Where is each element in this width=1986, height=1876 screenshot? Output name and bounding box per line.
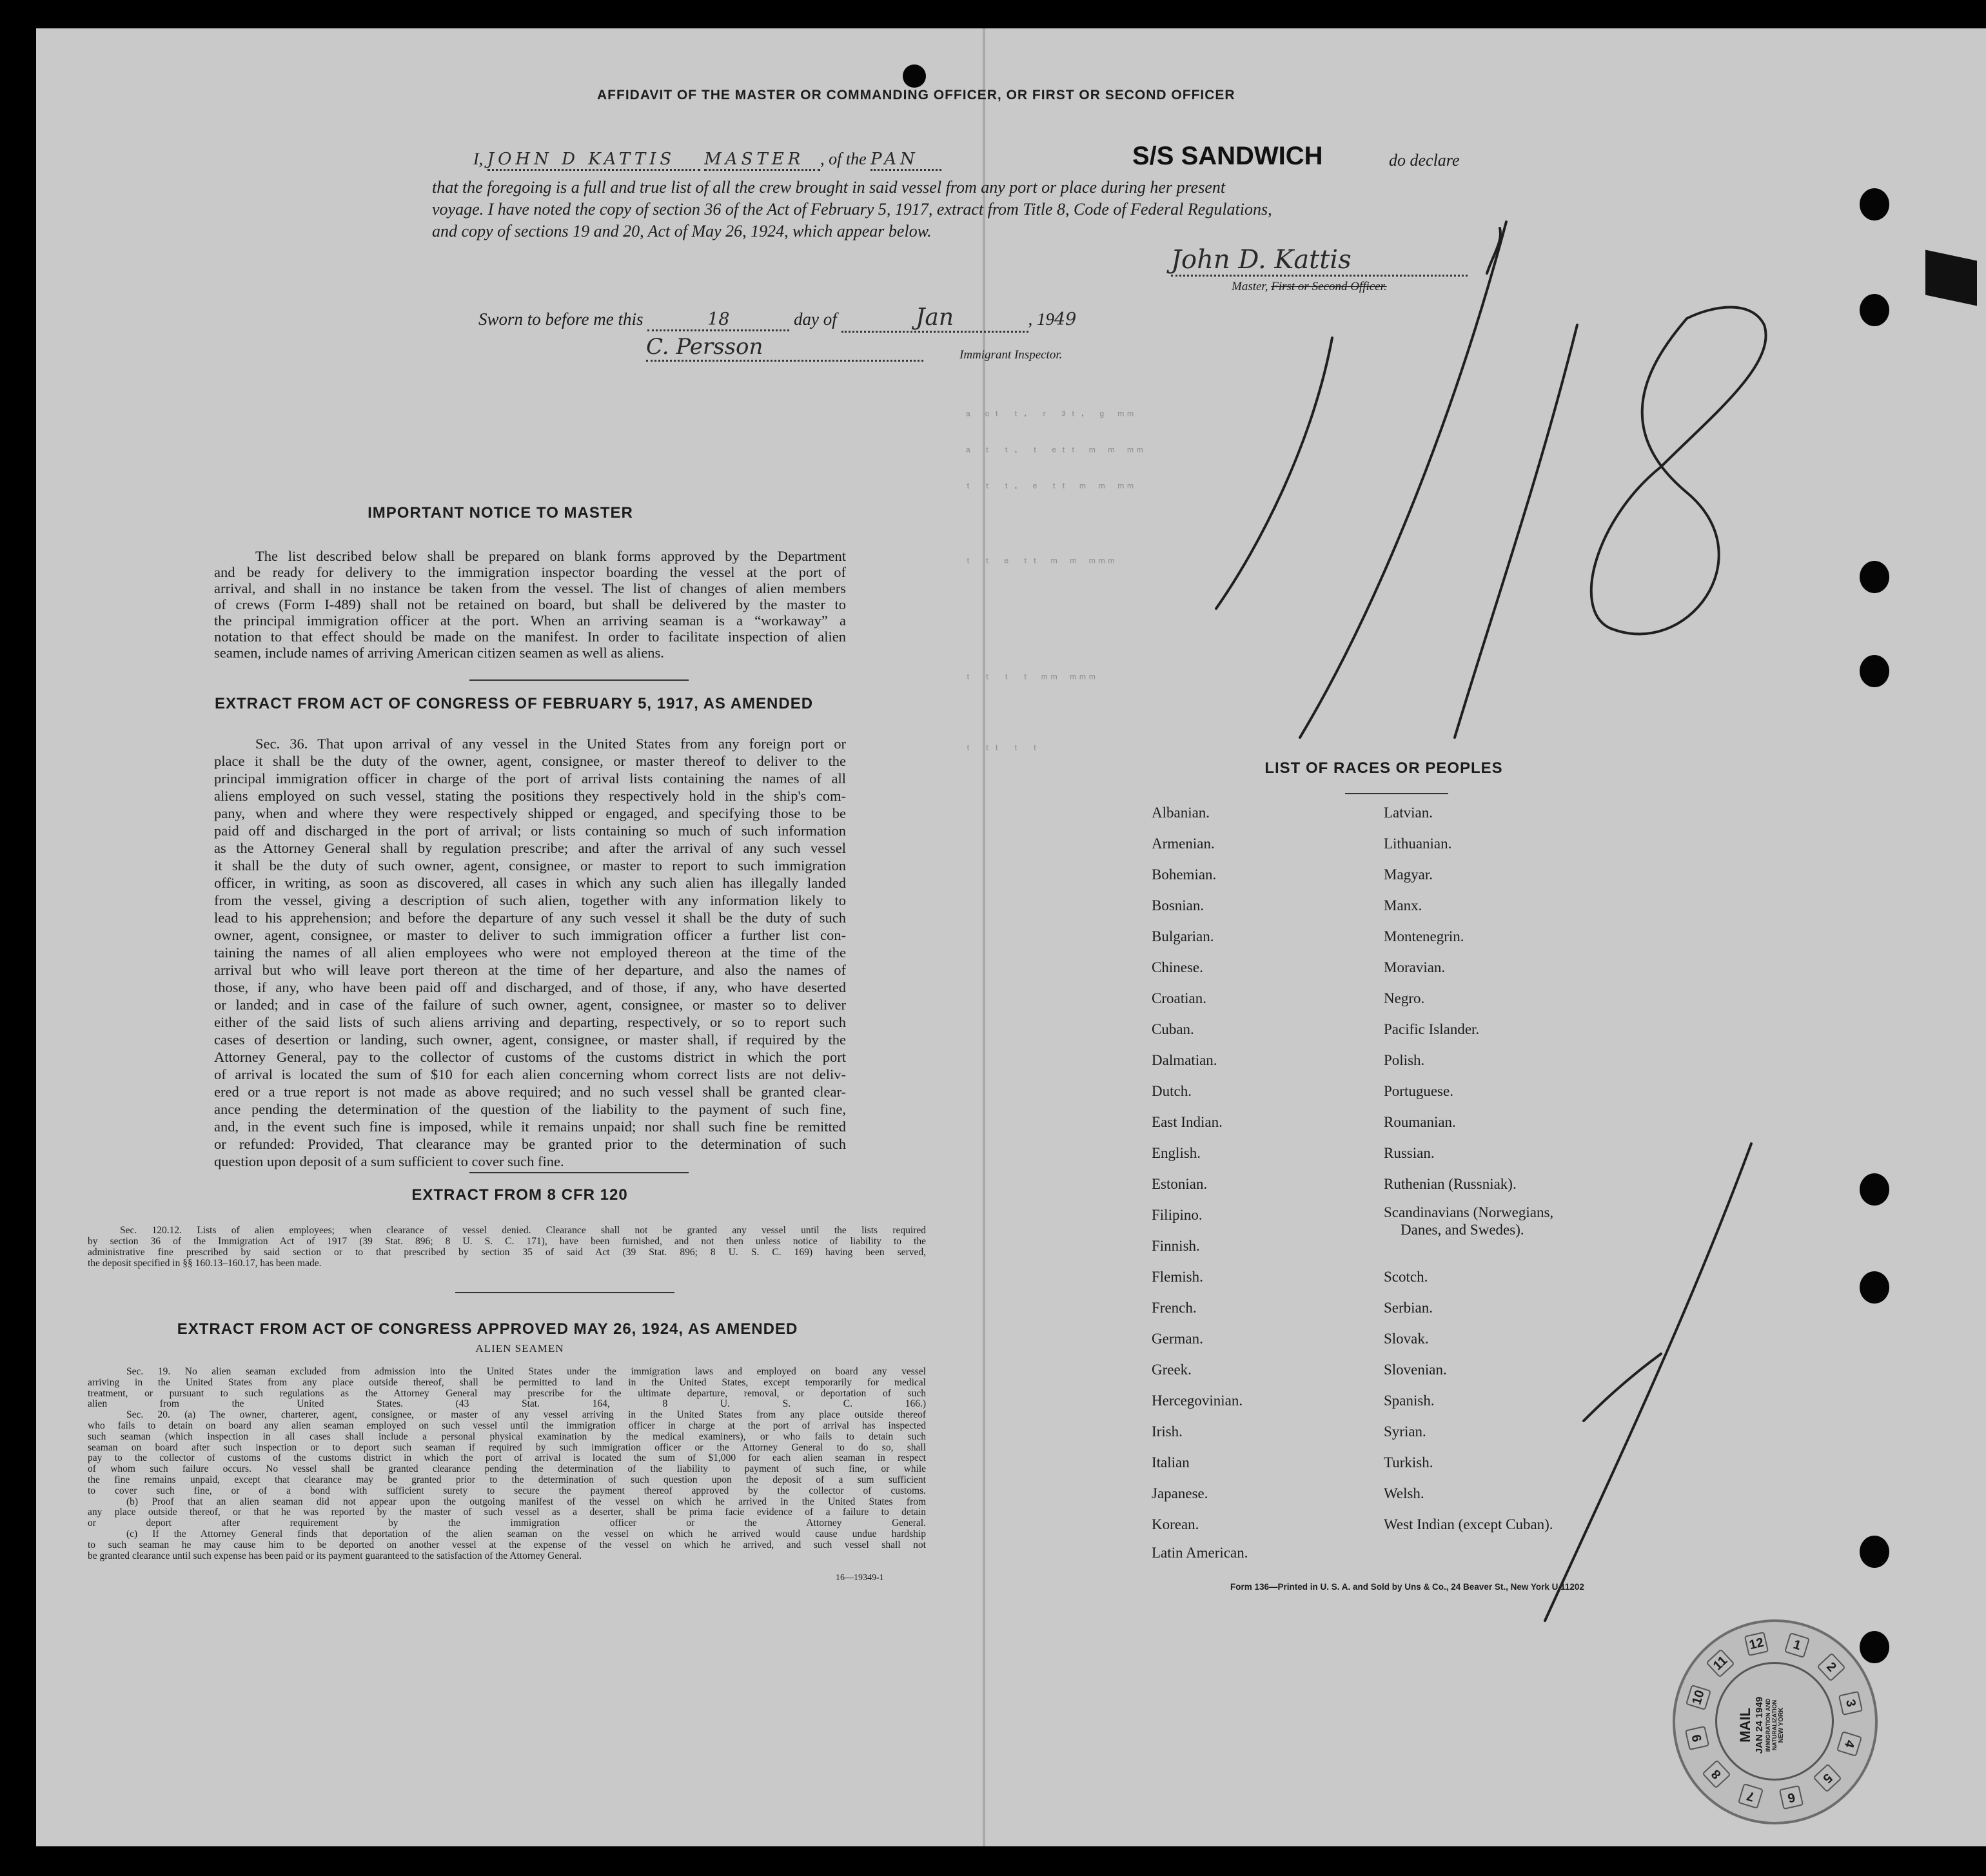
- text-line: from the vessel, giving a description of such alien, together with any information likely to: [214, 892, 846, 908]
- pencil-stroke-3: [1455, 325, 1577, 738]
- race-item: French.: [1152, 1300, 1197, 1316]
- race-item: Latvian.: [1384, 805, 1433, 821]
- text-line: as the Attorney General shall by regulation prescribe; and after the arrival of any such vessel: [214, 840, 846, 856]
- text-line: ered or a true report is not made as above required; and no such vessel shall be granted clear-: [214, 1084, 846, 1100]
- text-line: and be ready for delivery to the immigration inspector boarding the vessel at the port of: [214, 564, 846, 580]
- race-item: Montenegrin.: [1384, 928, 1464, 944]
- stamp-dial-number: 5: [1813, 1764, 1842, 1793]
- text-line: either of the said lists of such aliens arriving and departing, respectively, or so to report such: [214, 1014, 846, 1030]
- day-of-label: day of: [794, 309, 837, 329]
- text-line: to such seaman he may cause him to be deported on another vessel at the expense of the vessel on which he arrived, and such vessel shall not: [88, 1539, 926, 1550]
- race-item: Magyar.: [1384, 866, 1433, 883]
- race-item: Serbian.: [1384, 1300, 1433, 1316]
- master-signature: John D. Kattis: [1171, 245, 1468, 277]
- bleed-through-text: ᵗ ᵗᵗ ᵗ ᵗ: [965, 744, 1041, 757]
- race-item: Scotch.: [1384, 1269, 1428, 1285]
- pencil-annotation: [36, 28, 1986, 1846]
- race-item: Estonian.: [1152, 1176, 1208, 1192]
- text-line: alien from the United States. (43 Stat. 164, 8 U. S. C. 166.): [88, 1398, 926, 1410]
- mail-date-stamp: [1673, 1619, 1878, 1824]
- race-item: Bulgarian.: [1152, 928, 1214, 944]
- race-item: Spanish.: [1384, 1392, 1435, 1409]
- affidavit-line-3: voyage. I have noted the copy of section 36 of the Act of February 5, 1917, extract from Title 8, Code of Federal Regulations,: [432, 200, 1272, 219]
- act-1924-heading: EXTRACT FROM ACT OF CONGRESS APPROVED MAY 26, 1924, AS AMENDED: [177, 1320, 798, 1338]
- text-line: it shall be the duty of such owner, agent, consignee, or master to report to such immigration: [214, 857, 846, 874]
- text-line: seaman on board after such inspection or to deport such seaman if required by such immigration officer or the Attorney General to do so, shall: [88, 1441, 926, 1453]
- year-field: 49: [1054, 309, 1077, 329]
- text-line: or deport after requirement by the immigration officer or the Attorney General.: [88, 1518, 926, 1529]
- race-item: Filipino.: [1152, 1207, 1203, 1223]
- text-line: pany, when and where they were respectively shipped or engaged, and specifying those to be: [214, 805, 846, 821]
- master-title-label: Master, First or Second Officer.: [1232, 280, 1387, 293]
- race-item: Scandinavians (Norwegians,: [1384, 1204, 1554, 1220]
- text-line: Sec. 120.12. Lists of alien employees; when clearance of vessel denied. Clearance shall not be granted any vessel until the lists required: [120, 1225, 926, 1236]
- race-item: East Indian.: [1152, 1114, 1223, 1130]
- document-sheet: [36, 28, 1986, 1846]
- race-item: English.: [1152, 1145, 1201, 1161]
- race-item: Slovenian.: [1384, 1362, 1447, 1378]
- inspector-label: Immigrant Inspector.: [959, 348, 1063, 362]
- inspector-signature: C. Persson: [646, 334, 923, 362]
- text-line: pay to the collector of customs of the customs district in which the port of arrival is located the sum of $1,000 for each alien seaman in respect: [88, 1452, 926, 1464]
- race-item: Chinese.: [1152, 959, 1203, 975]
- pencil-stroke-6: [1584, 1354, 1661, 1421]
- race-item: Negro.: [1384, 990, 1425, 1006]
- text-line: notation to that effect should be made on the manifest. In order to facilitate inspection of alien: [214, 629, 846, 645]
- text-line: aliens employed on such vessel, stating the positions they respectively hold in the ship's com-: [214, 788, 846, 804]
- races-heading: LIST OF RACES OR PEOPLES: [1264, 759, 1503, 777]
- stamp-dial-number: 9: [1685, 1726, 1709, 1750]
- race-item: Cuban.: [1152, 1021, 1194, 1037]
- stamp-dial-number: 11: [1706, 1648, 1735, 1677]
- stamp-dial-number: 1: [1784, 1632, 1810, 1658]
- stamp-dial-number: 8: [1702, 1759, 1731, 1788]
- text-line: owner, agent, consignee, or master to deliver to such immigration officer a further list con-: [214, 927, 846, 943]
- text-line: or refunded: Provided, That clearance may be granted prior to the determination of such: [214, 1136, 846, 1152]
- race-item: Finnish.: [1152, 1238, 1200, 1254]
- cfr-heading: EXTRACT FROM 8 CFR 120: [411, 1186, 628, 1204]
- text-line: treatment, or pursuant to such regulations as the Attorney General may prescribe for the ultimate departure, removal, or deportation of such: [88, 1387, 926, 1399]
- race-item: Hercegovinian.: [1152, 1392, 1243, 1409]
- text-line: or landed; and in case of the failure of such owner, agent, consignee, or master so to deliver: [214, 997, 846, 1013]
- race-item: Syrian.: [1384, 1423, 1426, 1440]
- text-line: cases of desertion or landing, such owner, agent, consignee, or master shall, if required by the: [214, 1031, 846, 1048]
- race-item: Albanian.: [1152, 805, 1210, 821]
- affidavit-line-1: I, JOHN D KATTIS MASTER , of the PAN: [473, 150, 941, 171]
- day-field: 18: [647, 309, 789, 331]
- race-item: Greek.: [1152, 1362, 1192, 1378]
- race-item: Pacific Islander.: [1384, 1021, 1480, 1037]
- bleed-through-text: ᵗ ᵗ ᵗ· ᵉ ᵗᵗ ᵐ ᵐ ᵐᵐ: [965, 482, 1137, 495]
- bleed-through-text: ᵗ ᵗ ᵗ ᵗ ᵐᵐ ᵐᵐᵐ: [965, 673, 1099, 686]
- race-item: Croatian.: [1152, 990, 1206, 1006]
- line-field: PAN: [870, 150, 941, 171]
- race-item: Bosnian.: [1152, 897, 1204, 914]
- text-line: (c) If the Attorney General finds that deportation of the alien seaman on the vessel on which he arrived would cause undue hardship: [126, 1528, 926, 1539]
- text-line: Attorney General, pay to the collector of customs of the customs district in which the port: [214, 1049, 846, 1065]
- year-prefix: 19: [1037, 309, 1054, 329]
- text-line: administrative fine prescribed by said section or to that prescribed by section 35 of said Act (39 Stat. 896; 8 U. S. C. 169) having been served,: [88, 1247, 926, 1258]
- race-item: Portuguese.: [1384, 1083, 1453, 1099]
- race-item: Ruthenian (Russniak).: [1384, 1176, 1517, 1192]
- text-line: The list described below shall be prepared on blank forms approved by the Department: [255, 548, 846, 564]
- race-item: Korean.: [1152, 1516, 1199, 1532]
- race-item: Armenian.: [1152, 835, 1215, 852]
- pencil-stroke-1: [1300, 222, 1506, 738]
- text-line: and, in the event such fine is imposed, while it remains unpaid; nor shall such fine be remitted: [214, 1119, 846, 1135]
- text-line: the fine remains unpaid, except that clearance may be granted prior to the determination of such question upon the deposit of a sum sufficient: [88, 1474, 926, 1485]
- text-line: ance pending the determination of the question of the liability to the payment of such fine,: [214, 1101, 846, 1117]
- bleed-through-text: ᵃ ᵗ ᵗ· ᵗ ᵉᵗᵗ ᵐ ᵐ ᵐᵐ: [965, 446, 1146, 459]
- race-item: Japanese.: [1152, 1485, 1208, 1501]
- text-line: (b) Proof that an alien seaman did not appear upon the outgoing manifest of the vessel on which he arrived in the United States from: [126, 1496, 926, 1507]
- text-line: Sec. 20. (a) The owner, charterer, agent, consignee, or master of any vessel arriving in the United States from any place outside thereof: [126, 1409, 926, 1421]
- text-line: be granted clearance until such expense has been paid or its payment guaranteed to the satisfaction of the Attorney General.: [88, 1550, 582, 1561]
- race-item: Moravian.: [1384, 959, 1446, 975]
- race-item: Roumanian.: [1384, 1114, 1456, 1130]
- master-name-field: JOHN D KATTIS: [487, 150, 700, 171]
- act-1917-heading: EXTRACT FROM ACT OF CONGRESS OF FEBRUARY 5, 1917, AS AMENDED: [214, 695, 814, 712]
- text-line: arrival but who will leave port thereon at the time of her departure, and also the names of: [214, 962, 846, 978]
- stamp-dial-number: 4: [1836, 1731, 1862, 1757]
- race-item: Bohemian.: [1152, 866, 1217, 883]
- alien-seamen-subheading: ALIEN SEAMEN: [475, 1342, 564, 1354]
- pencil-stroke-4: [1591, 308, 1766, 634]
- race-item: Flemish.: [1152, 1269, 1203, 1285]
- affidavit-line-2: that the foregoing is a full and true list of all the crew brought in said vessel from any port or place during her present: [432, 178, 1226, 197]
- sworn-line: Sworn to before me this 18 day of Jan , 1949: [478, 304, 1076, 333]
- text-line: of whom such failure occurs. No vessel shall be granted clearance pending the determination of the liability to payment of such fine, or while: [88, 1463, 926, 1475]
- sworn-label: Sworn to before me this: [478, 309, 644, 329]
- stamp-dial-number: 7: [1738, 1783, 1764, 1809]
- text-line: such seaman (which inspection in all cases shall include a personal physical examination by the medical examiners), or who fails to detain such: [88, 1431, 926, 1442]
- stamp-dial-number: 12: [1744, 1632, 1769, 1656]
- text-line: any place outside thereof, or that he was reported by the master of such vessel as a deserter, shall be prima facie evidence of a failure to detain: [88, 1507, 926, 1518]
- text-line: the principal immigration officer at the port. When an arriving seaman is a “workaway” a: [214, 612, 846, 629]
- text-line: arrival, and shall in no instance be taken from the vessel. The list of changes of alien members: [214, 580, 846, 596]
- affidavit-line-4: and copy of sections 19 and 20, Act of May 26, 1924, which appear below.: [432, 222, 932, 240]
- text-line: by section 36 of the Immigration Act of 1917 (39 Stat. 896; 8 U. S. C. 171), have been furnished, and not then unless notice of liability to the: [88, 1236, 926, 1247]
- race-item: Dutch.: [1152, 1083, 1192, 1099]
- text-line: principal immigration officer in charge of the port of arrival lists containing the names of all: [214, 770, 846, 787]
- vessel-name-stamp: S/S SANDWICH: [1132, 142, 1323, 170]
- race-item: Irish.: [1152, 1423, 1183, 1440]
- text-line: arriving in the United States from any place outside thereof, shall be permitted to land in the United States, except temporarily for medical: [88, 1376, 926, 1388]
- race-item: Russian.: [1384, 1145, 1435, 1161]
- notice-heading: IMPORTANT NOTICE TO MASTER: [368, 504, 633, 522]
- stamp-dial-number: 10: [1686, 1685, 1711, 1710]
- month-field: Jan: [841, 304, 1028, 333]
- text-line: the deposit specified in §§ 160.13–160.17, has been made.: [88, 1258, 322, 1269]
- text-line: of crews (Form I-489) shall not be retained on board, but shall be delivered by the master to: [214, 596, 846, 612]
- race-item: Lithuanian.: [1384, 835, 1452, 852]
- race-item: West Indian (except Cuban).: [1384, 1516, 1553, 1532]
- stamp-dial-number: 3: [1838, 1691, 1863, 1715]
- race-item: Polish.: [1384, 1052, 1425, 1068]
- race-item: Turkish.: [1384, 1454, 1433, 1471]
- text-line: of arrival is located the sum of $10 for each alien concerning whom correct lists are not deliv-: [214, 1066, 846, 1082]
- text-line: Sec. 19. No alien seaman excluded from admission into the United States under the immigration laws and employed on board any vessel: [126, 1366, 926, 1377]
- race-item: Dalmatian.: [1152, 1052, 1217, 1068]
- stamp-mail: MAIL: [1737, 1708, 1753, 1743]
- race-item: Danes, and Swedes).: [1401, 1222, 1524, 1238]
- rank-field: MASTER: [704, 150, 820, 171]
- of-the-label: of the: [829, 150, 867, 168]
- stamp-agency: IMMIGRATION AND NATURALIZATION: [1765, 1698, 1778, 1752]
- race-item: Manx.: [1384, 897, 1422, 914]
- text-line: place it shall be the duty of the owner, agent, consignee, or master thereof to deliver to the: [214, 753, 846, 769]
- do-declare-label: do declare: [1389, 151, 1460, 170]
- bleed-through-text: ᵗ ᵗ ᵉ ᵗᵗ ᵐ ᵐ ᵐᵐᵐ: [965, 557, 1117, 570]
- race-item: Welsh.: [1384, 1485, 1424, 1501]
- stamp-dial-number: 6: [1779, 1785, 1804, 1810]
- pencil-stroke-5: [1545, 1144, 1751, 1621]
- stamp-dial-number: 2: [1817, 1652, 1846, 1681]
- affidavit-i: I,: [473, 150, 484, 168]
- text-line: paid off and discharged in the port of arrival; or lists containing so much of such information: [214, 823, 846, 839]
- stamp-city: NEW YORK: [1778, 1707, 1785, 1743]
- text-line: officer, in writing, as soon as discovered, all cases in which any such alien has illegally landed: [214, 875, 846, 891]
- text-line: question upon deposit of a sum sufficient to cover such fine.: [214, 1153, 564, 1169]
- text-line: Sec. 36. That upon arrival of any vessel in the United States from any foreign port or: [255, 736, 846, 752]
- text-line: who fails to detain on board any alien seaman employed on such vessel until the immigration officer in charge at the port of arrival has inspected: [88, 1420, 926, 1431]
- pencil-stroke-2: [1216, 338, 1332, 609]
- form-code: 16—19349-1: [836, 1573, 884, 1583]
- bleed-through-text: ᵃ ᵒᵗ ᵗ· ʳ ³ᵗ· ᵍ ᵐᵐ: [965, 410, 1137, 423]
- stamp-date: JAN 24 1949: [1754, 1696, 1765, 1754]
- stamp-center: [1737, 1674, 1785, 1777]
- race-item: Slovak.: [1384, 1331, 1429, 1347]
- race-item: Latin American.: [1152, 1545, 1248, 1561]
- text-line: lead to his apprehension; and before the departure of any such vessel it shall be the duty of such: [214, 910, 846, 926]
- printer-note: Form 136—Printed in U. S. A. and Sold by Uns & Co., 24 Beaver St., New York U 11202: [1230, 1582, 1584, 1592]
- race-item: German.: [1152, 1331, 1203, 1347]
- race-item: Italian: [1152, 1454, 1190, 1471]
- text-line: seamen, include names of arriving American citizen seamen as well as aliens.: [214, 645, 664, 661]
- struck-officer-label: First or Second Officer.: [1271, 280, 1387, 293]
- affidavit-title: AFFIDAVIT OF THE MASTER OR COMMANDING OFFICER, OR FIRST OR SECOND OFFICER: [597, 88, 1235, 103]
- text-line: taining the names of all alien employees who were not employed thereon at the time of the: [214, 944, 846, 961]
- text-line: to cover such fine, or of a bond with sufficient surety to secure the payment thereof approved by the collector of customs.: [88, 1485, 926, 1496]
- text-line: those, if any, who have been paid off and discharged, and of those, if any, who have deserted: [214, 979, 846, 995]
